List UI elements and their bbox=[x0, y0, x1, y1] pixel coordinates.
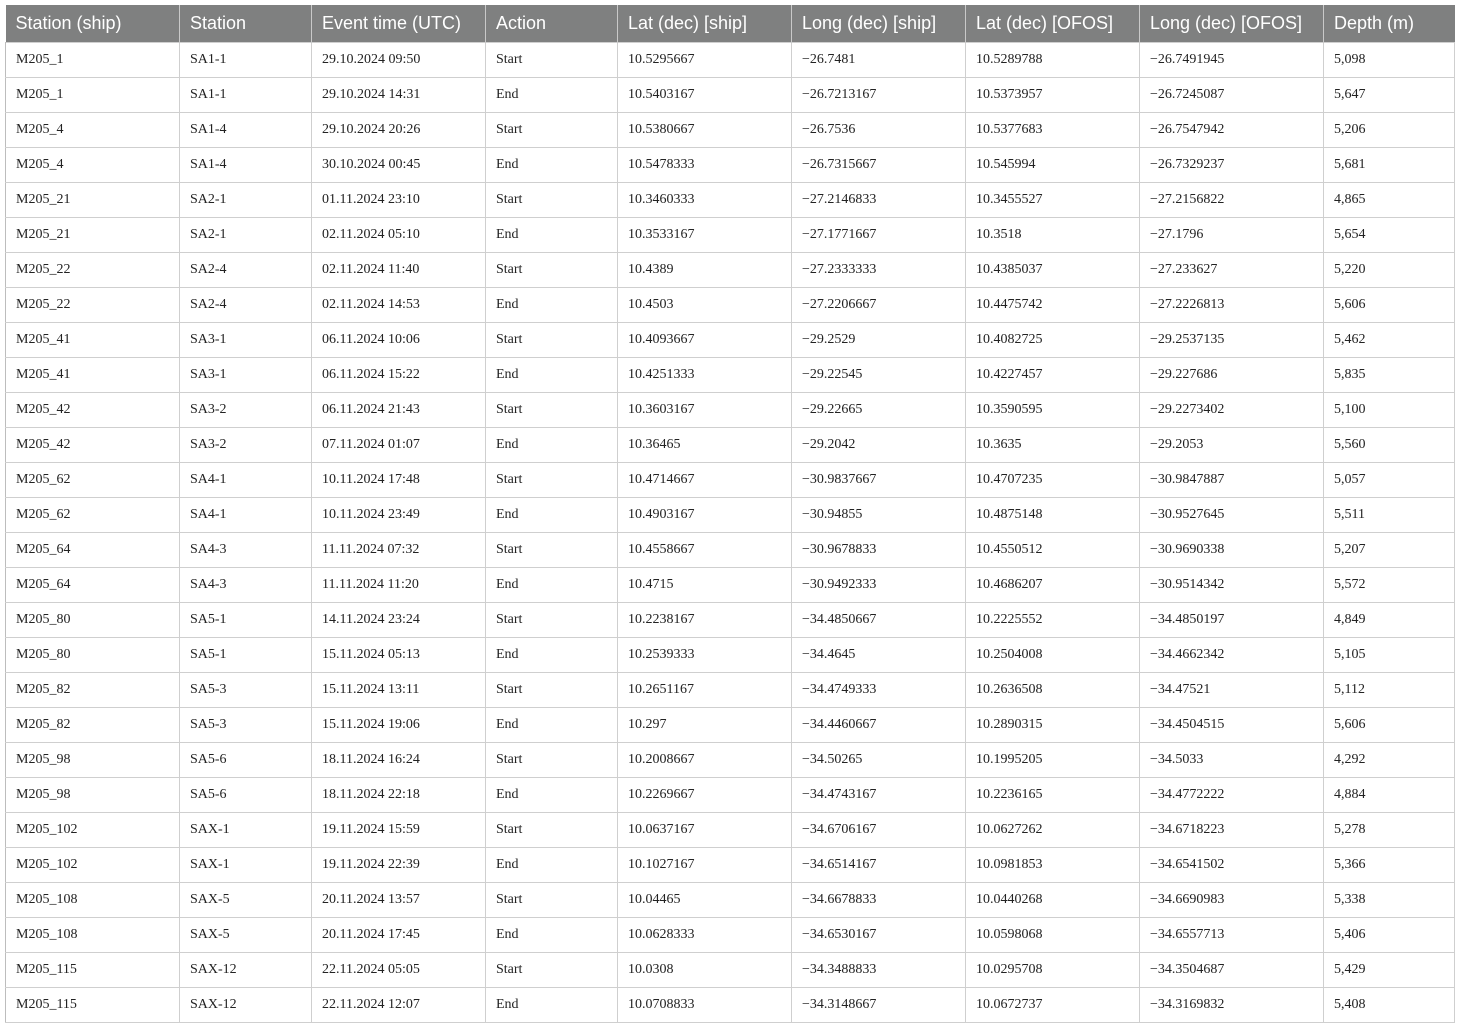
station-cell: SAX-12 bbox=[180, 953, 312, 988]
action-cell: End bbox=[486, 918, 618, 953]
station-cell: SA5-1 bbox=[180, 638, 312, 673]
table-body bbox=[6, 43, 1455, 1023]
long-ship-cell: −26.7536 bbox=[792, 113, 966, 148]
action-cell: End bbox=[486, 498, 618, 533]
station-cell: SA2-4 bbox=[180, 288, 312, 323]
event-time-cell: 02.11.2024 05:10 bbox=[312, 218, 486, 253]
long-ship-cell: −30.9492333 bbox=[792, 568, 966, 603]
depth-cell: 5,366 bbox=[1324, 848, 1455, 883]
depth-cell: 5,560 bbox=[1324, 428, 1455, 463]
lat-ship-cell: 10.2008667 bbox=[618, 743, 792, 778]
lat-ofos-cell: 10.5377683 bbox=[966, 113, 1140, 148]
station-ship-cell: M205_41 bbox=[6, 358, 180, 393]
event-time-cell: 18.11.2024 22:18 bbox=[312, 778, 486, 813]
event-time-cell: 02.11.2024 14:53 bbox=[312, 288, 486, 323]
long-ship-cell: −34.4743167 bbox=[792, 778, 966, 813]
depth-cell: 5,408 bbox=[1324, 988, 1455, 1023]
table-row bbox=[6, 218, 1455, 253]
station-ship-cell: M205_62 bbox=[6, 463, 180, 498]
depth-cell: 4,292 bbox=[1324, 743, 1455, 778]
action-cell: Start bbox=[486, 883, 618, 918]
table-row bbox=[6, 953, 1455, 988]
event-time-cell: 29.10.2024 20:26 bbox=[312, 113, 486, 148]
lat-ship-cell: 10.04465 bbox=[618, 883, 792, 918]
event-time-cell: 19.11.2024 15:59 bbox=[312, 813, 486, 848]
event-time-cell: 11.11.2024 07:32 bbox=[312, 533, 486, 568]
lat-ofos-cell: 10.0627262 bbox=[966, 813, 1140, 848]
table-row bbox=[6, 288, 1455, 323]
event-time-cell: 06.11.2024 21:43 bbox=[312, 393, 486, 428]
long-ofos-cell: −27.2226813 bbox=[1140, 288, 1324, 323]
action-cell: End bbox=[486, 708, 618, 743]
table-row bbox=[6, 883, 1455, 918]
depth-cell: 5,207 bbox=[1324, 533, 1455, 568]
station-cell: SA2-4 bbox=[180, 253, 312, 288]
event-time-cell: 11.11.2024 11:20 bbox=[312, 568, 486, 603]
long-ship-cell: −29.2529 bbox=[792, 323, 966, 358]
lat-ofos-cell: 10.4550512 bbox=[966, 533, 1140, 568]
long-ship-cell: −34.6530167 bbox=[792, 918, 966, 953]
lat-ofos-cell: 10.2225552 bbox=[966, 603, 1140, 638]
long-ofos-cell: −30.9527645 bbox=[1140, 498, 1324, 533]
station-ship-cell: M205_80 bbox=[6, 603, 180, 638]
station-cell: SA5-1 bbox=[180, 603, 312, 638]
action-cell: End bbox=[486, 148, 618, 183]
station-cell: SA3-1 bbox=[180, 358, 312, 393]
long-ship-cell: −27.2206667 bbox=[792, 288, 966, 323]
event-time-cell: 02.11.2024 11:40 bbox=[312, 253, 486, 288]
station-ship-cell: M205_64 bbox=[6, 568, 180, 603]
long-ship-cell: −34.50265 bbox=[792, 743, 966, 778]
long-ofos-cell: −30.9847887 bbox=[1140, 463, 1324, 498]
column-header-long-ofos: Long (dec) [OFOS] bbox=[1140, 5, 1324, 43]
long-ship-cell: −34.4645 bbox=[792, 638, 966, 673]
lat-ship-cell: 10.4251333 bbox=[618, 358, 792, 393]
depth-cell: 5,278 bbox=[1324, 813, 1455, 848]
station-ship-cell: M205_108 bbox=[6, 883, 180, 918]
station-ship-cell: M205_82 bbox=[6, 708, 180, 743]
action-cell: Start bbox=[486, 183, 618, 218]
event-time-cell: 20.11.2024 17:45 bbox=[312, 918, 486, 953]
lat-ship-cell: 10.3460333 bbox=[618, 183, 792, 218]
station-cell: SA1-4 bbox=[180, 148, 312, 183]
table-row bbox=[6, 638, 1455, 673]
lat-ofos-cell: 10.4475742 bbox=[966, 288, 1140, 323]
station-ship-cell: M205_4 bbox=[6, 148, 180, 183]
station-ship-cell: M205_42 bbox=[6, 428, 180, 463]
long-ofos-cell: −26.7245087 bbox=[1140, 78, 1324, 113]
long-ship-cell: −34.3488833 bbox=[792, 953, 966, 988]
action-cell: End bbox=[486, 988, 618, 1023]
station-ship-cell: M205_64 bbox=[6, 533, 180, 568]
long-ship-cell: −34.6706167 bbox=[792, 813, 966, 848]
depth-cell: 5,098 bbox=[1324, 43, 1455, 78]
lat-ofos-cell: 10.5373957 bbox=[966, 78, 1140, 113]
table-row bbox=[6, 148, 1455, 183]
event-time-cell: 10.11.2024 17:48 bbox=[312, 463, 486, 498]
table-row bbox=[6, 463, 1455, 498]
action-cell: End bbox=[486, 218, 618, 253]
event-time-cell: 19.11.2024 22:39 bbox=[312, 848, 486, 883]
lat-ship-cell: 10.297 bbox=[618, 708, 792, 743]
lat-ofos-cell: 10.3635 bbox=[966, 428, 1140, 463]
depth-cell: 4,884 bbox=[1324, 778, 1455, 813]
lat-ship-cell: 10.2269667 bbox=[618, 778, 792, 813]
depth-cell: 5,681 bbox=[1324, 148, 1455, 183]
column-header-long-ship: Long (dec) [ship] bbox=[792, 5, 966, 43]
long-ofos-cell: −34.4850197 bbox=[1140, 603, 1324, 638]
table-row bbox=[6, 743, 1455, 778]
event-time-cell: 18.11.2024 16:24 bbox=[312, 743, 486, 778]
lat-ship-cell: 10.36465 bbox=[618, 428, 792, 463]
long-ofos-cell: −27.1796 bbox=[1140, 218, 1324, 253]
action-cell: End bbox=[486, 288, 618, 323]
lat-ofos-cell: 10.2504008 bbox=[966, 638, 1140, 673]
station-ship-cell: M205_22 bbox=[6, 253, 180, 288]
depth-cell: 5,338 bbox=[1324, 883, 1455, 918]
depth-cell: 5,406 bbox=[1324, 918, 1455, 953]
event-time-cell: 20.11.2024 13:57 bbox=[312, 883, 486, 918]
table-row bbox=[6, 498, 1455, 533]
lat-ship-cell: 10.4093667 bbox=[618, 323, 792, 358]
lat-ofos-cell: 10.4082725 bbox=[966, 323, 1140, 358]
long-ofos-cell: −30.9690338 bbox=[1140, 533, 1324, 568]
station-cell: SA5-3 bbox=[180, 673, 312, 708]
long-ship-cell: −26.7315667 bbox=[792, 148, 966, 183]
table-row bbox=[6, 813, 1455, 848]
long-ship-cell: −34.4850667 bbox=[792, 603, 966, 638]
lat-ship-cell: 10.4903167 bbox=[618, 498, 792, 533]
depth-cell: 5,654 bbox=[1324, 218, 1455, 253]
lat-ofos-cell: 10.4707235 bbox=[966, 463, 1140, 498]
table-row bbox=[6, 428, 1455, 463]
long-ship-cell: −34.6678833 bbox=[792, 883, 966, 918]
action-cell: Start bbox=[486, 463, 618, 498]
event-time-cell: 06.11.2024 10:06 bbox=[312, 323, 486, 358]
station-ship-cell: M205_115 bbox=[6, 988, 180, 1023]
event-time-cell: 15.11.2024 19:06 bbox=[312, 708, 486, 743]
lat-ship-cell: 10.2651167 bbox=[618, 673, 792, 708]
station-cell: SA1-4 bbox=[180, 113, 312, 148]
event-time-cell: 29.10.2024 14:31 bbox=[312, 78, 486, 113]
long-ship-cell: −26.7481 bbox=[792, 43, 966, 78]
action-cell: End bbox=[486, 848, 618, 883]
station-cell: SA2-1 bbox=[180, 183, 312, 218]
station-cell: SAX-1 bbox=[180, 848, 312, 883]
long-ofos-cell: −30.9514342 bbox=[1140, 568, 1324, 603]
long-ofos-cell: −29.227686 bbox=[1140, 358, 1324, 393]
lat-ship-cell: 10.4715 bbox=[618, 568, 792, 603]
depth-cell: 5,511 bbox=[1324, 498, 1455, 533]
station-ship-cell: M205_4 bbox=[6, 113, 180, 148]
station-cell: SA5-6 bbox=[180, 778, 312, 813]
lat-ship-cell: 10.2238167 bbox=[618, 603, 792, 638]
lat-ofos-cell: 10.2636508 bbox=[966, 673, 1140, 708]
action-cell: End bbox=[486, 778, 618, 813]
long-ship-cell: −34.4460667 bbox=[792, 708, 966, 743]
station-cell: SAX-1 bbox=[180, 813, 312, 848]
depth-cell: 5,105 bbox=[1324, 638, 1455, 673]
event-time-cell: 06.11.2024 15:22 bbox=[312, 358, 486, 393]
lat-ofos-cell: 10.3518 bbox=[966, 218, 1140, 253]
station-cell: SA3-1 bbox=[180, 323, 312, 358]
depth-cell: 5,462 bbox=[1324, 323, 1455, 358]
long-ofos-cell: −34.4772222 bbox=[1140, 778, 1324, 813]
station-cell: SA4-3 bbox=[180, 533, 312, 568]
station-ship-cell: M205_41 bbox=[6, 323, 180, 358]
long-ship-cell: −27.2333333 bbox=[792, 253, 966, 288]
column-header-depth: Depth (m) bbox=[1324, 5, 1455, 43]
table-row bbox=[6, 568, 1455, 603]
column-header-lat-ofos: Lat (dec) [OFOS] bbox=[966, 5, 1140, 43]
station-ship-cell: M205_42 bbox=[6, 393, 180, 428]
long-ship-cell: −30.9837667 bbox=[792, 463, 966, 498]
lat-ship-cell: 10.4389 bbox=[618, 253, 792, 288]
depth-cell: 5,220 bbox=[1324, 253, 1455, 288]
action-cell: End bbox=[486, 568, 618, 603]
table-row bbox=[6, 848, 1455, 883]
station-cell: SA5-3 bbox=[180, 708, 312, 743]
lat-ship-cell: 10.4558667 bbox=[618, 533, 792, 568]
action-cell: Start bbox=[486, 253, 618, 288]
station-ship-cell: M205_1 bbox=[6, 43, 180, 78]
action-cell: Start bbox=[486, 953, 618, 988]
depth-cell: 5,100 bbox=[1324, 393, 1455, 428]
lat-ofos-cell: 10.0981853 bbox=[966, 848, 1140, 883]
depth-cell: 5,647 bbox=[1324, 78, 1455, 113]
long-ofos-cell: −34.3169832 bbox=[1140, 988, 1324, 1023]
lat-ofos-cell: 10.0598068 bbox=[966, 918, 1140, 953]
long-ship-cell: −34.6514167 bbox=[792, 848, 966, 883]
table-header bbox=[6, 5, 1455, 43]
long-ofos-cell: −26.7547942 bbox=[1140, 113, 1324, 148]
lat-ship-cell: 10.4503 bbox=[618, 288, 792, 323]
lat-ship-cell: 10.5295667 bbox=[618, 43, 792, 78]
column-header-event-time: Event time (UTC) bbox=[312, 5, 486, 43]
station-ship-cell: M205_80 bbox=[6, 638, 180, 673]
lat-ship-cell: 10.0708833 bbox=[618, 988, 792, 1023]
station-cell: SAX-12 bbox=[180, 988, 312, 1023]
lat-ship-cell: 10.5478333 bbox=[618, 148, 792, 183]
table-row bbox=[6, 533, 1455, 568]
event-time-cell: 30.10.2024 00:45 bbox=[312, 148, 486, 183]
station-cell: SA4-1 bbox=[180, 463, 312, 498]
lat-ship-cell: 10.3533167 bbox=[618, 218, 792, 253]
depth-cell: 4,865 bbox=[1324, 183, 1455, 218]
long-ofos-cell: −34.3504687 bbox=[1140, 953, 1324, 988]
lat-ofos-cell: 10.0672737 bbox=[966, 988, 1140, 1023]
station-cell: SA3-2 bbox=[180, 393, 312, 428]
long-ofos-cell: −27.233627 bbox=[1140, 253, 1324, 288]
depth-cell: 5,057 bbox=[1324, 463, 1455, 498]
table-row bbox=[6, 988, 1455, 1023]
table-row bbox=[6, 78, 1455, 113]
station-ship-cell: M205_115 bbox=[6, 953, 180, 988]
long-ofos-cell: −26.7329237 bbox=[1140, 148, 1324, 183]
table-row bbox=[6, 393, 1455, 428]
station-ship-cell: M205_22 bbox=[6, 288, 180, 323]
depth-cell: 4,849 bbox=[1324, 603, 1455, 638]
station-cell: SAX-5 bbox=[180, 883, 312, 918]
station-events-table bbox=[5, 5, 1455, 1023]
column-header-lat-ship: Lat (dec) [ship] bbox=[618, 5, 792, 43]
long-ofos-cell: −29.2273402 bbox=[1140, 393, 1324, 428]
station-cell: SAX-5 bbox=[180, 918, 312, 953]
depth-cell: 5,112 bbox=[1324, 673, 1455, 708]
long-ofos-cell: −34.4504515 bbox=[1140, 708, 1324, 743]
event-time-cell: 10.11.2024 23:49 bbox=[312, 498, 486, 533]
lat-ofos-cell: 10.2890315 bbox=[966, 708, 1140, 743]
long-ship-cell: −26.7213167 bbox=[792, 78, 966, 113]
long-ofos-cell: −29.2537135 bbox=[1140, 323, 1324, 358]
lat-ship-cell: 10.3603167 bbox=[618, 393, 792, 428]
depth-cell: 5,606 bbox=[1324, 708, 1455, 743]
action-cell: End bbox=[486, 638, 618, 673]
station-ship-cell: M205_62 bbox=[6, 498, 180, 533]
lat-ofos-cell: 10.4875148 bbox=[966, 498, 1140, 533]
lat-ofos-cell: 10.1995205 bbox=[966, 743, 1140, 778]
lat-ship-cell: 10.2539333 bbox=[618, 638, 792, 673]
lat-ofos-cell: 10.545994 bbox=[966, 148, 1140, 183]
long-ship-cell: −30.9678833 bbox=[792, 533, 966, 568]
lat-ofos-cell: 10.5289788 bbox=[966, 43, 1140, 78]
long-ofos-cell: −34.6557713 bbox=[1140, 918, 1324, 953]
lat-ship-cell: 10.0637167 bbox=[618, 813, 792, 848]
station-ship-cell: M205_1 bbox=[6, 78, 180, 113]
action-cell: Start bbox=[486, 533, 618, 568]
table-row bbox=[6, 673, 1455, 708]
long-ofos-cell: −34.6690983 bbox=[1140, 883, 1324, 918]
long-ship-cell: −29.2042 bbox=[792, 428, 966, 463]
lat-ship-cell: 10.5380667 bbox=[618, 113, 792, 148]
long-ofos-cell: −34.6541502 bbox=[1140, 848, 1324, 883]
long-ofos-cell: −27.2156822 bbox=[1140, 183, 1324, 218]
long-ofos-cell: −29.2053 bbox=[1140, 428, 1324, 463]
action-cell: End bbox=[486, 78, 618, 113]
lat-ofos-cell: 10.0295708 bbox=[966, 953, 1140, 988]
long-ship-cell: −27.2146833 bbox=[792, 183, 966, 218]
table-row bbox=[6, 778, 1455, 813]
lat-ship-cell: 10.0628333 bbox=[618, 918, 792, 953]
station-cell: SA3-2 bbox=[180, 428, 312, 463]
lat-ofos-cell: 10.3455527 bbox=[966, 183, 1140, 218]
station-ship-cell: M205_102 bbox=[6, 848, 180, 883]
station-ship-cell: M205_21 bbox=[6, 183, 180, 218]
action-cell: Start bbox=[486, 323, 618, 358]
event-time-cell: 07.11.2024 01:07 bbox=[312, 428, 486, 463]
lat-ship-cell: 10.0308 bbox=[618, 953, 792, 988]
event-time-cell: 22.11.2024 05:05 bbox=[312, 953, 486, 988]
station-ship-cell: M205_82 bbox=[6, 673, 180, 708]
station-cell: SA4-3 bbox=[180, 568, 312, 603]
depth-cell: 5,835 bbox=[1324, 358, 1455, 393]
table-row bbox=[6, 358, 1455, 393]
depth-cell: 5,572 bbox=[1324, 568, 1455, 603]
lat-ofos-cell: 10.4227457 bbox=[966, 358, 1140, 393]
long-ship-cell: −29.22545 bbox=[792, 358, 966, 393]
table-row bbox=[6, 253, 1455, 288]
station-cell: SA4-1 bbox=[180, 498, 312, 533]
station-cell: SA2-1 bbox=[180, 218, 312, 253]
table-row bbox=[6, 603, 1455, 638]
depth-cell: 5,606 bbox=[1324, 288, 1455, 323]
action-cell: Start bbox=[486, 113, 618, 148]
long-ofos-cell: −26.7491945 bbox=[1140, 43, 1324, 78]
event-time-cell: 15.11.2024 05:13 bbox=[312, 638, 486, 673]
lat-ofos-cell: 10.0440268 bbox=[966, 883, 1140, 918]
station-ship-cell: M205_102 bbox=[6, 813, 180, 848]
long-ofos-cell: −34.5033 bbox=[1140, 743, 1324, 778]
long-ofos-cell: −34.47521 bbox=[1140, 673, 1324, 708]
long-ship-cell: −30.94855 bbox=[792, 498, 966, 533]
table-row bbox=[6, 183, 1455, 218]
table-row bbox=[6, 918, 1455, 953]
station-cell: SA1-1 bbox=[180, 43, 312, 78]
long-ofos-cell: −34.6718223 bbox=[1140, 813, 1324, 848]
station-ship-cell: M205_98 bbox=[6, 743, 180, 778]
lat-ship-cell: 10.5403167 bbox=[618, 78, 792, 113]
station-table-container bbox=[5, 5, 1454, 1023]
lat-ofos-cell: 10.3590595 bbox=[966, 393, 1140, 428]
station-ship-cell: M205_108 bbox=[6, 918, 180, 953]
action-cell: Start bbox=[486, 393, 618, 428]
long-ship-cell: −34.4749333 bbox=[792, 673, 966, 708]
column-header-station-ship: Station (ship) bbox=[6, 5, 180, 43]
lat-ship-cell: 10.1027167 bbox=[618, 848, 792, 883]
long-ship-cell: −34.3148667 bbox=[792, 988, 966, 1023]
station-ship-cell: M205_21 bbox=[6, 218, 180, 253]
action-cell: Start bbox=[486, 673, 618, 708]
action-cell: Start bbox=[486, 603, 618, 638]
event-time-cell: 29.10.2024 09:50 bbox=[312, 43, 486, 78]
header-row bbox=[6, 5, 1455, 43]
long-ofos-cell: −34.4662342 bbox=[1140, 638, 1324, 673]
table-row bbox=[6, 113, 1455, 148]
long-ship-cell: −27.1771667 bbox=[792, 218, 966, 253]
action-cell: End bbox=[486, 428, 618, 463]
event-time-cell: 15.11.2024 13:11 bbox=[312, 673, 486, 708]
station-cell: SA5-6 bbox=[180, 743, 312, 778]
action-cell: Start bbox=[486, 43, 618, 78]
column-header-station: Station bbox=[180, 5, 312, 43]
table-row bbox=[6, 708, 1455, 743]
depth-cell: 5,429 bbox=[1324, 953, 1455, 988]
station-cell: SA1-1 bbox=[180, 78, 312, 113]
lat-ofos-cell: 10.4385037 bbox=[966, 253, 1140, 288]
depth-cell: 5,206 bbox=[1324, 113, 1455, 148]
table-row bbox=[6, 43, 1455, 78]
table-row bbox=[6, 323, 1455, 358]
lat-ofos-cell: 10.4686207 bbox=[966, 568, 1140, 603]
event-time-cell: 01.11.2024 23:10 bbox=[312, 183, 486, 218]
column-header-action: Action bbox=[486, 5, 618, 43]
action-cell: Start bbox=[486, 743, 618, 778]
lat-ship-cell: 10.4714667 bbox=[618, 463, 792, 498]
event-time-cell: 22.11.2024 12:07 bbox=[312, 988, 486, 1023]
action-cell: Start bbox=[486, 813, 618, 848]
lat-ofos-cell: 10.2236165 bbox=[966, 778, 1140, 813]
station-ship-cell: M205_98 bbox=[6, 778, 180, 813]
action-cell: End bbox=[486, 358, 618, 393]
event-time-cell: 14.11.2024 23:24 bbox=[312, 603, 486, 638]
long-ship-cell: −29.22665 bbox=[792, 393, 966, 428]
